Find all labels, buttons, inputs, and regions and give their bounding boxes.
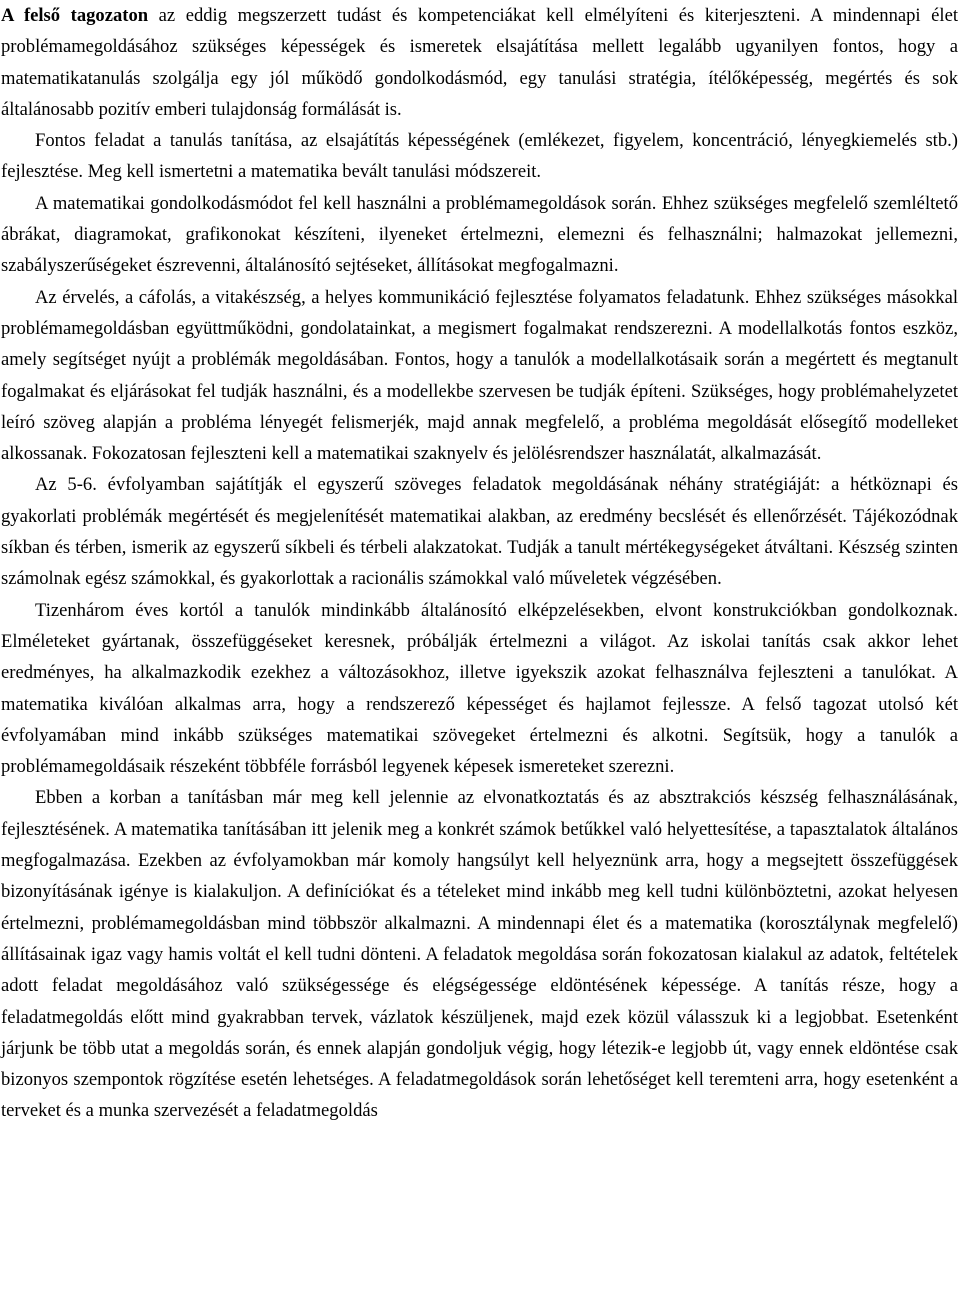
paragraph-2: Fontos feladat a tanulás tanítása, az elsajátítás képességének (emlékezet, figyelem, koncentráció, lényegkiemelés stb.) fejlesztése. Meg kell ismertetni a matematika bevált tanulási módszereit.	[1, 130, 958, 183]
paragraph-1-text: az eddig megszerzett tudást és kompetenciákat kell elmélyíteni és kiterjeszteni. A mindennapi élet problémamegoldásához szükséges képességek és ismeretek elsajátítása mellett legalább ugyanilyen fontos, hogy a matematikatanulás szolgálja egy jól működő gondolkodásmód, egy tanulási stratégia, ítélőképesség, megértés és sok általánosabb pozitív emberi tulajdonság formálását is.	[1, 5, 958, 120]
paragraph-1	[1, 0, 958, 125]
paragraph-4: Az érvelés, a cáfolás, a vitakészség, a helyes kommunikáció fejlesztése folyamatos feladatunk. Ehhez szükséges másokkal problémamegoldásban együttműködni, gondolatainkat, a megismert fogalmakat rendszerezni. A modellalkotás fontos eszköz, amely segítséget nyújt a problémák megoldásában. Fontos, hogy a tanulók a modellalkotásaik során a megértett és megtanult fogalmakat és eljárásokat fel tudják használni, és a modellekbe szervesen be tudják építeni. Szükséges, hogy problémahelyzetet leíró szöveg alapján a probléma lényegét felismerjék, majd annak megfelelő, a probléma megoldását elősegítő modelleket alkossanak. Fokozatosan fejleszteni kell a matematikai szaknyelv és jelölésrendszer használatát, alkalmazását.	[1, 286, 958, 465]
paragraph-7: Ebben a korban a tanításban már meg kell jelennie az elvonatkoztatás és az absztrakciós készség felhasználásának, fejlesztésének. A matematika tanításában itt jelenik meg a konkrét számok betűkkel való helyettesítése, a tapasztalatok általános megfogalmazása. Ezekben az évfolyamokban már komoly hangsúlyt kell helyeznünk arra, hogy a megsejtett összefüggések bizonyításának igénye is kialakuljon. A definíciókat és a tételeket mind inkább meg kell tudni különböztetni, azokat helyesen értelmezni, problémamegoldásban mind többször alkalmazni. A mindennapi élet és a matematika (korosztálynak megfelelő) állításainak igaz vagy hamis voltát el kell tudni dönteni. A feladatok megoldása során fokozatosan kialakul az adatok, feltételek adott feladat megoldásához való szükségessége és elégségessége eldöntésének képessége. A tanítás része, hogy a feladatmegoldás előtt mind gyakrabban tervek, vázlatok készüljenek, majd ezek közül válasszuk ki a legjobbat. Esetenként járjunk be több utat a megoldás során, és ennek alapján gondoljuk végig, hogy létezik-e legjobb út, vagy ennek eldöntése csak bizonyos szempontok rögzítése esetén lehetséges. A feladatmegoldások során lehetőséget kell teremteni arra, hogy esetenként a terveket és a munka szervezését a feladatmegoldás	[1, 787, 958, 1122]
paragraph-5: Az 5-6. évfolyamban sajátítják el egyszerű szöveges feladatok megoldásának néhány stratégiáját: a hétköznapi és gyakorlati problémák megértését és megjelenítését matematikai alakban, az eredmény becslését és ellenőrzését. Tájékozódnak síkban és térben, ismerik az egyszerű síkbeli és térbeli alakzatokat. Tudják a tanult mértékegységeket átváltani. Készség szinten számolnak egész számokkal, és gyakorlottak a racionális számokkal való műveletek végzésében.	[1, 474, 958, 590]
paragraph-3: A matematikai gondolkodásmódot fel kell használni a problémamegoldások során. Ehhez szükséges megfelelő szemléltető ábrákat, diagramokat, grafikonokat készíteni, ilyeneket értelmezni, elemezni és felhasználni; halmazokat jellemezni, szabályszerűségeket észrevenni, általánosító sejtéseket, állításokat megfogalmazni.	[1, 192, 958, 277]
paragraph-6: Tizenhárom éves kortól a tanulók mindinkább általánosító elképzelésekben, elvont konstrukciókban gondolkoznak. Elméleteket gyártanak, összefüggéseket keresnek, próbálják értelmezni a világot. Az iskolai tanítás csak akkor lehet eredményes, ha alkalmazkodik ezekhez a változásokhoz, illetve igyekszik azokat felhasználva fejleszteni a tanulókat. A matematika kiválóan alkalmas arra, hogy a rendszerező képességet és hajlamot fejlessze. A felső tagozat utolsó két évfolyamában mind inkább szükséges matematikai szövegeket értelmezni és alkotni. Segítsük, hogy a tanulók a problémamegoldásaik részeként többféle forrásból legyenek képesek ismereteket szerezni.	[1, 599, 958, 778]
bold-lead-text: A felső tagozaton	[1, 5, 149, 26]
